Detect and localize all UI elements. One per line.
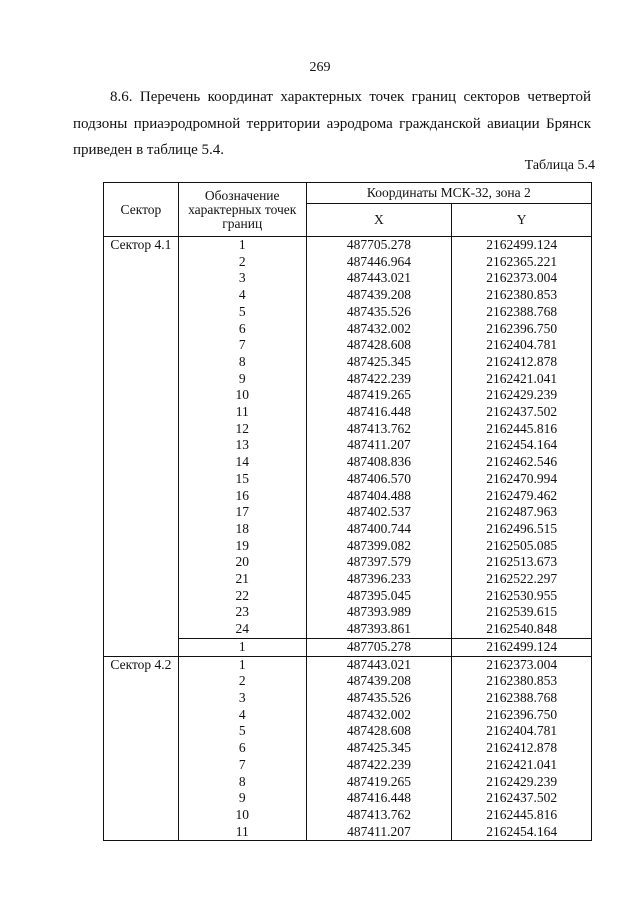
x-coordinate: 487408.836	[306, 454, 452, 471]
x-coordinate: 487443.021	[306, 656, 452, 673]
y-coordinate: 2162539.615	[452, 604, 592, 621]
y-coordinate: 2162365.221	[452, 254, 592, 271]
x-coordinate: 487443.021	[306, 270, 452, 287]
x-coordinate: 487413.762	[306, 421, 452, 438]
point-number: 8	[178, 774, 306, 791]
y-coordinate: 2162454.164	[452, 437, 592, 454]
x-coordinate: 487396.233	[306, 571, 452, 588]
y-coordinate: 2162505.085	[452, 538, 592, 555]
point-number: 10	[178, 387, 306, 404]
y-coordinate: 2162373.004	[452, 270, 592, 287]
sector-name: Сектор 4.1	[104, 237, 179, 657]
x-coordinate: 487411.207	[306, 437, 452, 454]
y-coordinate: 2162454.164	[452, 824, 592, 841]
point-number: 18	[178, 521, 306, 538]
point-number: 14	[178, 454, 306, 471]
point-number: 20	[178, 554, 306, 571]
point-number: 8	[178, 354, 306, 371]
x-coordinate: 487446.964	[306, 254, 452, 271]
y-coordinate: 2162388.768	[452, 304, 592, 321]
x-coordinate: 487435.526	[306, 690, 452, 707]
x-coordinate: 487422.239	[306, 757, 452, 774]
point-number: 3	[178, 690, 306, 707]
coordinates-table	[103, 182, 592, 841]
y-coordinate: 2162429.239	[452, 387, 592, 404]
point-number: 9	[178, 371, 306, 388]
point-number: 16	[178, 488, 306, 505]
x-coordinate: 487425.345	[306, 740, 452, 757]
y-coordinate: 2162404.781	[452, 337, 592, 354]
y-coordinate: 2162513.673	[452, 554, 592, 571]
y-coordinate: 2162462.546	[452, 454, 592, 471]
y-coordinate: 2162499.124	[452, 638, 592, 656]
x-coordinate: 487705.278	[306, 237, 452, 254]
y-coordinate: 2162396.750	[452, 707, 592, 724]
x-coordinate: 487416.448	[306, 790, 452, 807]
x-coordinate: 487406.570	[306, 471, 452, 488]
table-body	[104, 237, 592, 841]
x-coordinate: 487402.537	[306, 504, 452, 521]
header-sector: Сектор	[104, 183, 179, 237]
y-coordinate: 2162388.768	[452, 690, 592, 707]
point-number: 3	[178, 270, 306, 287]
header-point: Обозначение характерных точек границ	[178, 183, 306, 237]
y-coordinate: 2162437.502	[452, 404, 592, 421]
y-coordinate: 2162412.878	[452, 740, 592, 757]
y-coordinate: 2162522.297	[452, 571, 592, 588]
table-row	[104, 237, 592, 254]
y-coordinate: 2162404.781	[452, 723, 592, 740]
point-number: 5	[178, 723, 306, 740]
point-number: 6	[178, 740, 306, 757]
y-coordinate: 2162380.853	[452, 287, 592, 304]
y-coordinate: 2162470.994	[452, 471, 592, 488]
y-coordinate: 2162421.041	[452, 757, 592, 774]
x-coordinate: 487399.082	[306, 538, 452, 555]
x-coordinate: 487393.989	[306, 604, 452, 621]
point-number: 24	[178, 621, 306, 638]
header-x: X	[306, 204, 452, 237]
x-coordinate: 487419.265	[306, 774, 452, 791]
point-number: 21	[178, 571, 306, 588]
y-coordinate: 2162530.955	[452, 588, 592, 605]
table-header	[104, 183, 592, 237]
intro-paragraph	[73, 84, 591, 164]
y-coordinate: 2162540.848	[452, 621, 592, 638]
point-number: 17	[178, 504, 306, 521]
table-caption: Таблица 5.4	[524, 158, 595, 173]
x-coordinate: 487397.579	[306, 554, 452, 571]
x-coordinate: 487404.488	[306, 488, 452, 505]
x-coordinate: 487428.608	[306, 723, 452, 740]
x-coordinate: 487435.526	[306, 304, 452, 321]
y-coordinate: 2162487.963	[452, 504, 592, 521]
point-number: 10	[178, 807, 306, 824]
point-number: 15	[178, 471, 306, 488]
y-coordinate: 2162380.853	[452, 673, 592, 690]
x-coordinate: 487432.002	[306, 321, 452, 338]
y-coordinate: 2162445.816	[452, 807, 592, 824]
table-row	[104, 656, 592, 673]
y-coordinate: 2162445.816	[452, 421, 592, 438]
point-number: 1	[178, 638, 306, 656]
point-number: 1	[178, 237, 306, 254]
point-number: 19	[178, 538, 306, 555]
point-number: 4	[178, 287, 306, 304]
point-number: 11	[178, 404, 306, 421]
x-coordinate: 487705.278	[306, 638, 452, 656]
header-y: Y	[452, 204, 592, 237]
point-number: 6	[178, 321, 306, 338]
y-coordinate: 2162479.462	[452, 488, 592, 505]
point-number: 7	[178, 337, 306, 354]
y-coordinate: 2162429.239	[452, 774, 592, 791]
x-coordinate: 487439.208	[306, 673, 452, 690]
y-coordinate: 2162496.515	[452, 521, 592, 538]
x-coordinate: 487416.448	[306, 404, 452, 421]
point-number: 1	[178, 656, 306, 673]
point-number: 13	[178, 437, 306, 454]
point-number: 7	[178, 757, 306, 774]
point-number: 12	[178, 421, 306, 438]
x-coordinate: 487432.002	[306, 707, 452, 724]
point-number: 11	[178, 824, 306, 841]
x-coordinate: 487422.239	[306, 371, 452, 388]
point-number: 22	[178, 588, 306, 605]
header-coordinates: Координаты МСК-32, зона 2	[306, 183, 591, 204]
x-coordinate: 487400.744	[306, 521, 452, 538]
y-coordinate: 2162437.502	[452, 790, 592, 807]
y-coordinate: 2162396.750	[452, 321, 592, 338]
x-coordinate: 487425.345	[306, 354, 452, 371]
point-number: 2	[178, 254, 306, 271]
point-number: 4	[178, 707, 306, 724]
sector-name: Сектор 4.2	[104, 656, 179, 841]
paragraph-line: 8.6. Перечень координат характерных точек границ секторов четвертой	[110, 89, 591, 105]
point-number: 23	[178, 604, 306, 621]
y-coordinate: 2162412.878	[452, 354, 592, 371]
x-coordinate: 487419.265	[306, 387, 452, 404]
paragraph-line: подзоны приаэродромной территории аэродрома гражданской авиации Брянск	[73, 115, 591, 132]
x-coordinate: 487395.045	[306, 588, 452, 605]
x-coordinate: 487413.762	[306, 807, 452, 824]
y-coordinate: 2162373.004	[452, 656, 592, 673]
x-coordinate: 487411.207	[306, 824, 452, 841]
x-coordinate: 487393.861	[306, 621, 452, 638]
x-coordinate: 487439.208	[306, 287, 452, 304]
y-coordinate: 2162421.041	[452, 371, 592, 388]
point-number: 5	[178, 304, 306, 321]
point-number: 2	[178, 673, 306, 690]
point-number: 9	[178, 790, 306, 807]
y-coordinate: 2162499.124	[452, 237, 592, 254]
x-coordinate: 487428.608	[306, 337, 452, 354]
paragraph-line: приведен в таблице 5.4.	[73, 142, 225, 158]
page-number: 269	[309, 60, 331, 75]
